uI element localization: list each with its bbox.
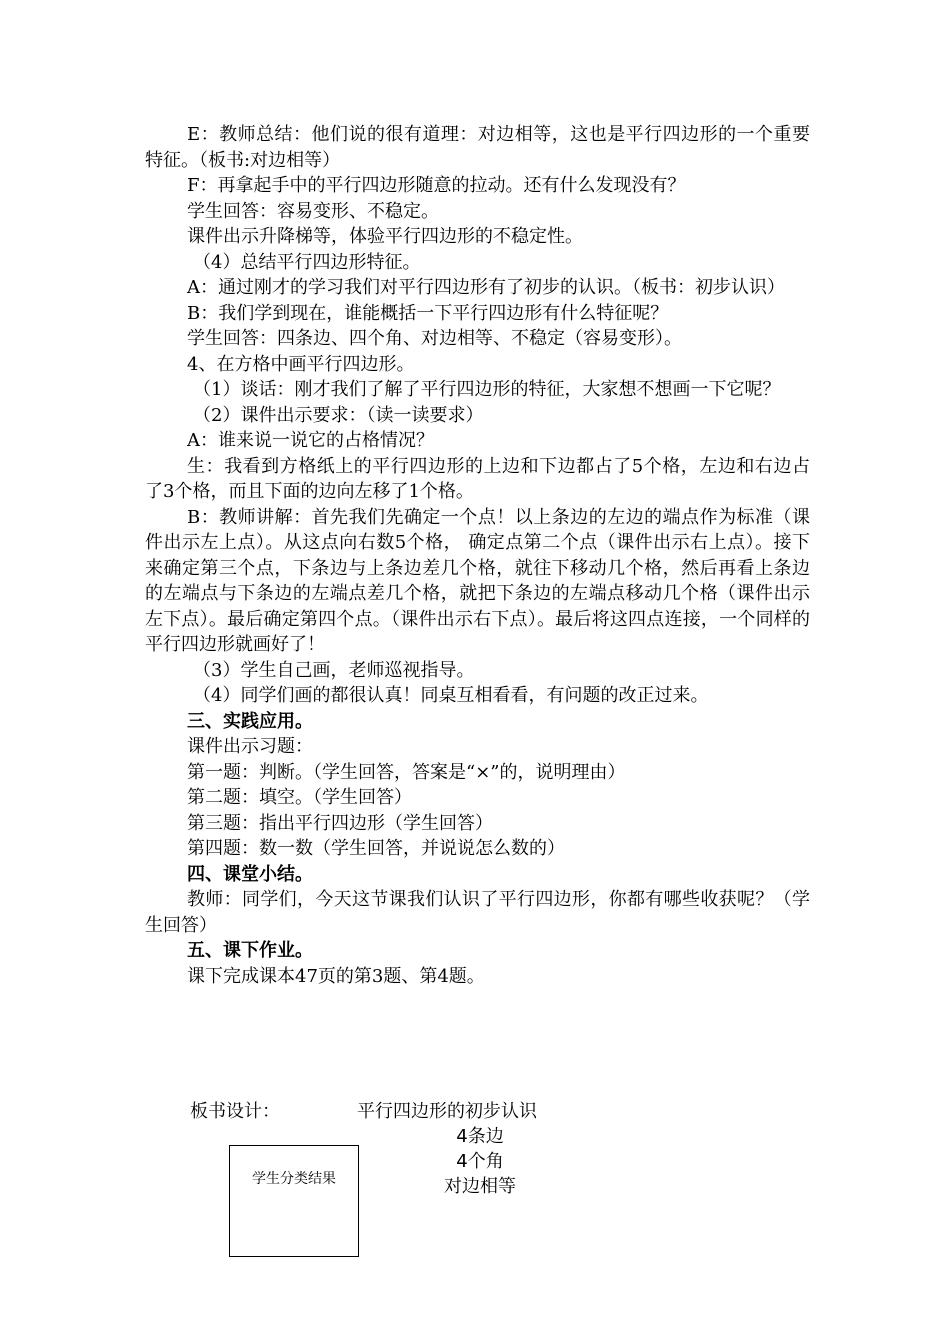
board-line-sides: 4条边 <box>456 1126 504 1147</box>
section-heading: 四、课堂小结。 <box>187 863 313 885</box>
paragraph: A：通过刚才的学习我们对平行四边形有了初步的认识。（板书：初步认识） <box>187 277 785 298</box>
board-line-opposite-sides: 对边相等 <box>444 1176 516 1197</box>
paragraph: 课件出示升降梯等，体验平行四边形的不稳定性。 <box>187 226 583 247</box>
paragraph: 第一题：判断。（学生回答，答案是“×”的，说明理由） <box>187 761 626 783</box>
paragraph: B：我们学到现在，谁能概括一下平行四边形有什么特征呢？ <box>187 302 669 324</box>
paragraph: 教师：同学们，今天这节课我们认识了平行四边形，你都有哪些收获呢？（学生回答） <box>145 889 810 936</box>
board-design-label: 板书设计： <box>190 1101 280 1122</box>
paragraph: 第二题：填空。（学生回答） <box>187 787 412 808</box>
paragraph: 生：我看到方格纸上的平行四边形的上边和下边都占了5个格，左边和右边占了3个格，而且下面的边向左移了1个格。 <box>145 455 810 502</box>
section-heading: 三、实践应用。 <box>187 710 313 732</box>
board-title: 平行四边形的初步认识 <box>357 1101 537 1122</box>
paragraph: （4）同学们画的都很认真！同桌互相看看，有问题的改正过来。 <box>193 685 709 706</box>
paragraph: 第三题：指出平行四边形（学生回答） <box>187 812 493 834</box>
paragraph: 课件出示习题： <box>187 736 313 757</box>
paragraph: 课下完成课本47页的第3题、第4题。 <box>187 965 485 987</box>
board-line-angles: 4个角 <box>456 1151 504 1172</box>
classification-box-label: 学生分类结果 <box>252 1171 336 1187</box>
paragraph: 学生回答：四条边、四个角、对边相等、不稳定（容易变形）。 <box>187 328 682 349</box>
paragraph: （2）课件出示要求：（读一读要求） <box>193 404 484 426</box>
paragraph: E：教师总结：他们说的很有道理：对边相等，这也是平行四边形的一个重要特征。（板书:对边相等） <box>145 124 810 171</box>
classification-box <box>229 1145 359 1257</box>
section-heading: 五、课下作业。 <box>187 940 313 961</box>
paragraph: 第四题：数一数（学生回答，并说说怎么数的） <box>187 838 565 859</box>
lesson-body <box>145 122 810 989</box>
paragraph: （1）谈话：刚才我们了解了平行四边形的特征，大家想不想画一下它呢？ <box>193 379 781 400</box>
paragraph: （3）学生自己画，老师巡视指导。 <box>193 659 475 681</box>
paragraph: 4、在方格中画平行四边形。 <box>187 353 415 375</box>
paragraph: 学生回答：容易变形、不稳定。 <box>187 200 439 222</box>
paragraph: A：谁来说一说它的占格情况？ <box>187 430 434 451</box>
paragraph: F：再拿起手中的平行四边形随意的拉动。还有什么发现没有？ <box>187 175 686 196</box>
paragraph: （4）总结平行四边形特征。 <box>193 251 421 273</box>
paragraph: B：教师讲解：首先我们先确定一个点！以上条边的左边的端点作为标准（课件出示左上点）。从这点向右数5个格， 确定点第二个点（课件出示右上点）。接下来确定第三个点，下条边与上条边差几个格，就往下移动几个格，然后再看上条边的左端点与下条边的左端点差几个格，就把下条边的左端点移动几个格（课件出示左下点）。最后确定第四个点。（课件出示右下点）。最后将这四点连接，一个同样的平行四边形就画好了！ <box>145 506 810 655</box>
